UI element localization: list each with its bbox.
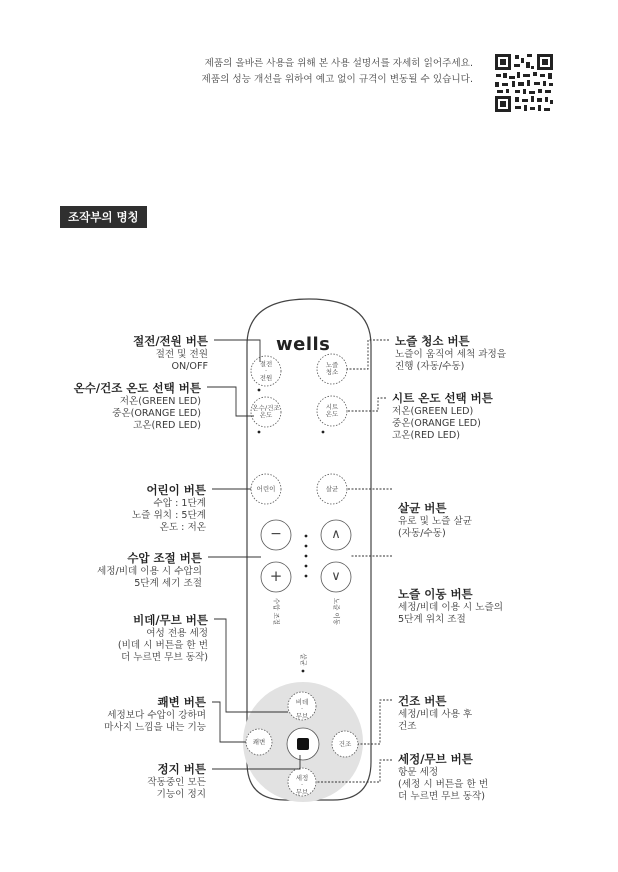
label-nozzle-clean <box>395 333 506 373</box>
label-bidet <box>118 612 208 664</box>
label-pressure-desc: 세정/비데 이용 시 수압의 5단계 세기 조절 <box>96 566 202 589</box>
stop-button[interactable] <box>287 728 319 760</box>
brand-logo: wells <box>276 334 331 355</box>
notice-line-2: 제품의 성능 개선을 위하여 예고 없이 규격이 변동될 수 있습니다. <box>201 74 473 85</box>
label-comfort-title: 쾌변 버튼 <box>157 695 206 709</box>
power-button[interactable]: 절전 · 전원 <box>259 360 273 382</box>
label-sterilize <box>398 500 472 540</box>
label-child <box>132 482 206 534</box>
label-comfort <box>104 694 206 734</box>
sterilize-button[interactable]: 살균 <box>325 485 339 493</box>
label-power <box>133 333 208 373</box>
notice-line-1: 제품의 올바른 사용을 위해 본 사용 설명서를 자세히 읽어주세요. <box>204 58 473 69</box>
label-wash <box>398 751 488 803</box>
label-bidet-title: 비데/무브 버튼 <box>133 613 208 627</box>
comfort-button[interactable]: 쾌변 <box>252 738 266 746</box>
label-pressure-title: 수압 조절 버튼 <box>127 551 202 565</box>
label-child-title: 어린이 버튼 <box>146 483 206 497</box>
label-dry <box>398 693 472 733</box>
label-nozzle-move <box>398 586 503 626</box>
label-water-temp <box>74 380 201 432</box>
nozzle-up-button[interactable]: ∧ <box>331 527 341 542</box>
label-child-desc: 수압 : 1단계 노즐 위치 : 5단계 온도 : 저온 <box>131 498 206 533</box>
label-water-temp-desc: 저온(GREEN LED) 중온(ORANGE LED) 고온(RED LED) <box>112 396 201 431</box>
seat-temp-button[interactable]: 시트 온도 <box>325 403 339 418</box>
bidet-move-button[interactable]: 비데 · 무브 <box>295 698 309 720</box>
wash-move-button[interactable]: 세정 · 무브 <box>295 774 309 796</box>
child-button[interactable]: 어린이 <box>256 485 276 493</box>
label-nozzle-clean-title: 노즐 청소 버튼 <box>395 334 470 348</box>
section-title: 조작부의 명칭 <box>60 206 147 228</box>
label-dry-title: 건조 버튼 <box>398 694 447 708</box>
pressure-plus-button[interactable]: + <box>269 567 283 585</box>
label-nozzle-move-title: 노즐 이동 버튼 <box>398 587 473 601</box>
label-water-temp-title: 온수/건조 온도 선택 버튼 <box>73 381 201 395</box>
label-stop <box>147 761 206 801</box>
label-stop-title: 정지 버튼 <box>157 762 206 776</box>
label-nozzle-clean-desc: 노즐이 움직여 세척 과정을 진행 (자동/수동) <box>395 349 507 372</box>
label-nozzle-move-desc: 세정/비데 이용 시 노즐의 5단계 위치 조절 <box>398 602 504 625</box>
water-temp-button[interactable]: 온수/건조 온도 <box>252 404 280 419</box>
pressure-minus-button[interactable]: − <box>270 526 282 542</box>
nozzle-move-caption: 노즐 이동 <box>332 597 341 626</box>
label-bidet-desc: 여성 전용 세정 (비데 시 버튼을 한 번 더 누르면 무브 동작) <box>117 628 208 663</box>
label-seat-temp-title: 시트 온도 선택 버튼 <box>392 391 493 405</box>
label-pressure <box>97 550 202 590</box>
label-wash-desc: 항문 세정 (세정 시 버튼을 한 번 더 누르면 무브 동작) <box>398 767 489 802</box>
label-comfort-desc: 세정보다 수압이 강하며 마사지 느낌을 내는 기능 <box>104 710 206 733</box>
label-seat-temp <box>392 390 493 442</box>
label-wash-title: 세정/무브 버튼 <box>398 752 473 766</box>
label-dry-desc: 세정/비데 사용 후 건조 <box>398 709 473 732</box>
sterilize-indicator-caption: 살균 <box>299 653 308 666</box>
nozzle-down-button[interactable]: ∨ <box>331 569 341 584</box>
nozzle-clean-button[interactable]: 노즐 청소 <box>325 361 339 376</box>
dry-button[interactable]: 건조 <box>338 740 352 748</box>
label-stop-desc: 작동중인 모든 기능이 정지 <box>147 777 206 800</box>
label-seat-temp-desc: 저온(GREEN LED) 중온(ORANGE LED) 고온(RED LED) <box>392 406 481 441</box>
label-sterilize-desc: 유로 및 노즐 살균 (자동/수동) <box>398 516 473 539</box>
label-power-title: 절전/전원 버튼 <box>133 334 208 348</box>
pressure-caption: 수압 조절 <box>272 597 281 626</box>
label-power-desc: 절전 및 전원 ON/OFF <box>155 349 208 372</box>
label-sterilize-title: 살균 버튼 <box>398 501 447 515</box>
